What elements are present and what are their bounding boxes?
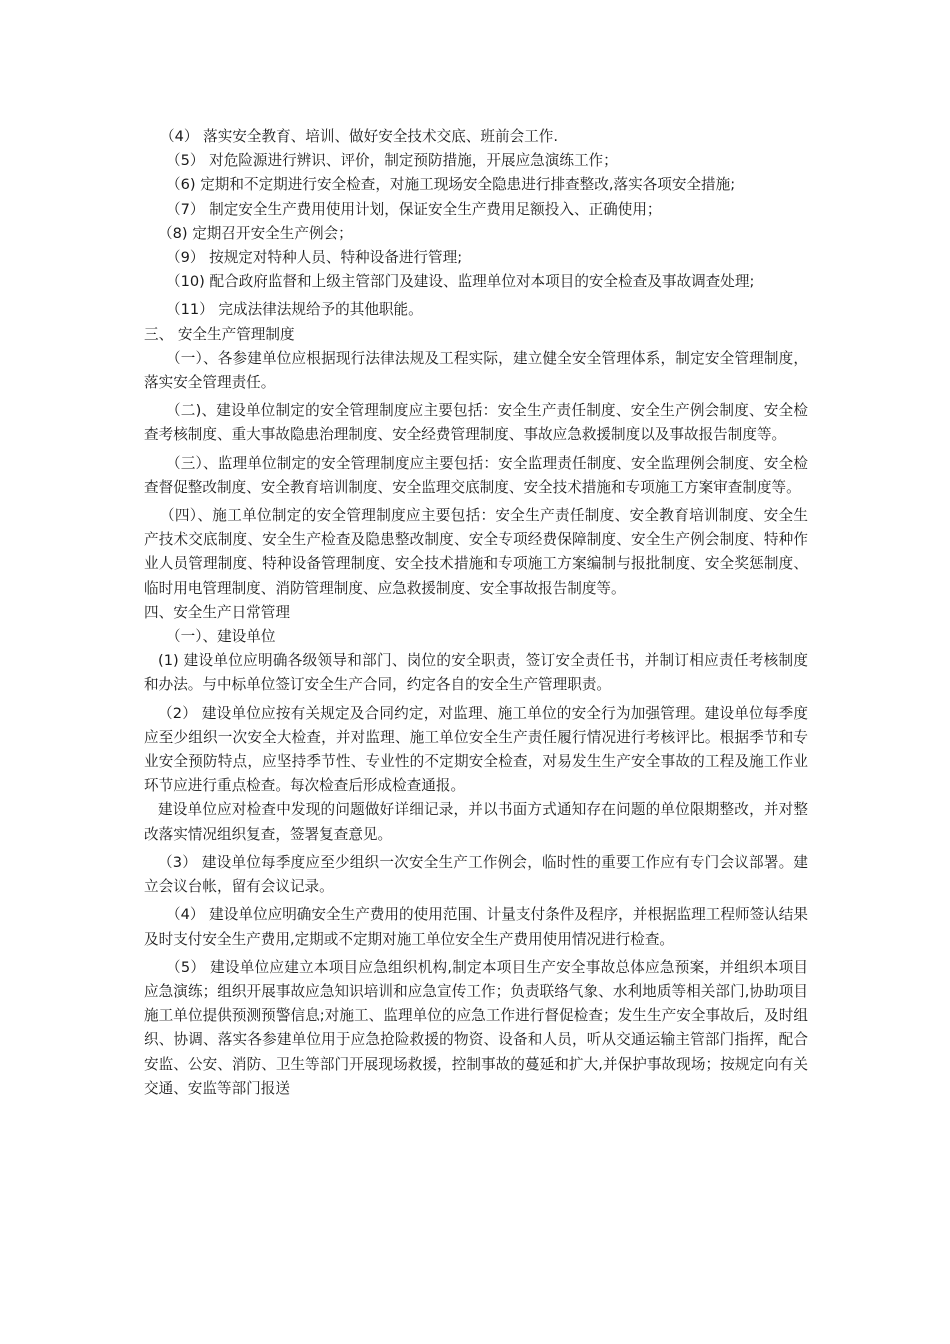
paragraph-3-2: （二)、建设单位制定的安全管理制度应主要包括：安全生产责任制度、安全生产例会制度、安全检查考核制度、重大事故隐患治理制度、安全经费管理制度、事故应急救援制度以及事故报告制度等。 (144, 402, 808, 444)
paragraph-3-4: （四）、施工单位制定的安全管理制度应主要包括：安全生产责任制度、安全教育培训制度、安全生产技术交底制度、安全生产检查及隐患整改制度、安全专项经费保障制度、安全生产例会制度、特种作业人员管理制度、特种设备管理制度、安全技术措施和专项施工方案编制与报批制度、安全奖惩制度、临时用电管理制度、消防管理制度、应急救援制度、安全事故报告制度等。 (144, 507, 808, 597)
section-heading-3: 三、 安全生产管理制度 (144, 325, 295, 343)
paragraph-item-10: （10) 配合政府监督和上级主管部门及建设、监理单位对本项目的安全检查及事故调查处理; (166, 273, 755, 291)
paragraph-item-6: （6) 定期和不定期进行安全检查，对施工现场安全隐患进行排查整改,落实各项安全措施; (166, 176, 736, 194)
paragraph-item-7: （7） 制定安全生产费用使用计划，保证安全生产费用足额投入、正确使用； (166, 200, 662, 218)
paragraph-4-1-2: （2） 建设单位应按有关规定及合同约定，对监理、施工单位的安全行为加强管理。建设单位每季度应至少组织一次安全大检查，并对监理、施工单位安全生产责任履行情况进行考核评比。根据季节和专业安全预防特点，应坚持季节性、专业性的不定期安全检查，对易发生生产安全事故的工程及施工作业环节应进行重点检查。每次检查后形成检查通报。 (144, 704, 808, 795)
paragraph-item-8: （8) 定期召开安全生产例会； (158, 224, 353, 242)
paragraph-4-1-3: （3） 建设单位每季度应至少组织一次安全生产工作例会，临时性的重要工作应有专门会议部署。建立会议台帐，留有会议记录。 (144, 853, 808, 896)
paragraph-4-1-1: (1) 建设单位应明确各级领导和部门、岗位的安全职责，签订安全责任书，并制订相应责任考核制度和办法。与中标单位签订安全生产合同，约定各自的安全生产管理职责。 (144, 652, 808, 694)
paragraph-4-1-2-continued: 建设单位应对检查中发现的问题做好详细记录，并以书面方式通知存在问题的单位限期整改，并对整改落实情况组织复查，签署复查意见。 (144, 801, 808, 843)
paragraph-3-3: （三）、监理单位制定的安全管理制度应主要包括：安全监理责任制度、安全监理例会制度、安全检查督促整改制度、安全教育培训制度、安全监理交底制度、安全技术措施和专项施工方案审查制度等。 (144, 454, 808, 496)
section-heading-4: 四、安全生产日常管理 (144, 603, 290, 621)
paragraph-item-4: （4） 落实安全教育、培训、做好安全技术交底、班前会工作. (160, 128, 559, 145)
paragraph-4-1-5: （5） 建设单位应建立本项目应急组织机构,制定本项目生产安全事故总体应急预案，并组织本项目应急演练；组织开展事故应急知识培训和应急宣传工作；负责联络气象、水利地质等相关部门,协助项目施工单位提供预测预警信息;对施工、监理单位的应急工作进行督促检查；发生生产安全事故后，及时组织、协调、落实各参建单位用于应急抢险救援的物资、设备和人员，听从交通运输主管部门指挥，配合安监、公安、消防、卫生等部门开展现场救援，控制事故的蔓延和扩大,并保护事故现场；按规定向有关交通、安监等部门报送 (144, 958, 808, 1097)
paragraph-item-5: （5） 对危险源进行辨识、评价，制定预防措施，开展应急演练工作； (166, 152, 618, 170)
document-body (144, 125, 808, 1101)
paragraph-4-1-4: （4） 建设单位应明确安全生产费用的使用范围、计量支付条件及程序，并根据监理工程师签认结果及时支付安全生产费用,定期或不定期对施工单位安全生产费用使用情况进行检查。 (144, 906, 808, 948)
paragraph-item-9: （9） 按规定对特种人员、特种设备进行管理; (166, 249, 463, 267)
subsection-heading-4-1: （一）、建设单位 (166, 628, 276, 646)
paragraph-3-1: （一）、各参建单位应根据现行法律法规及工程实际，建立健全安全管理体系，制定安全管理制度，落实安全管理责任。 (144, 349, 808, 392)
paragraph-item-11: （11） 完成法律法规给予的其他职能。 (166, 301, 423, 319)
